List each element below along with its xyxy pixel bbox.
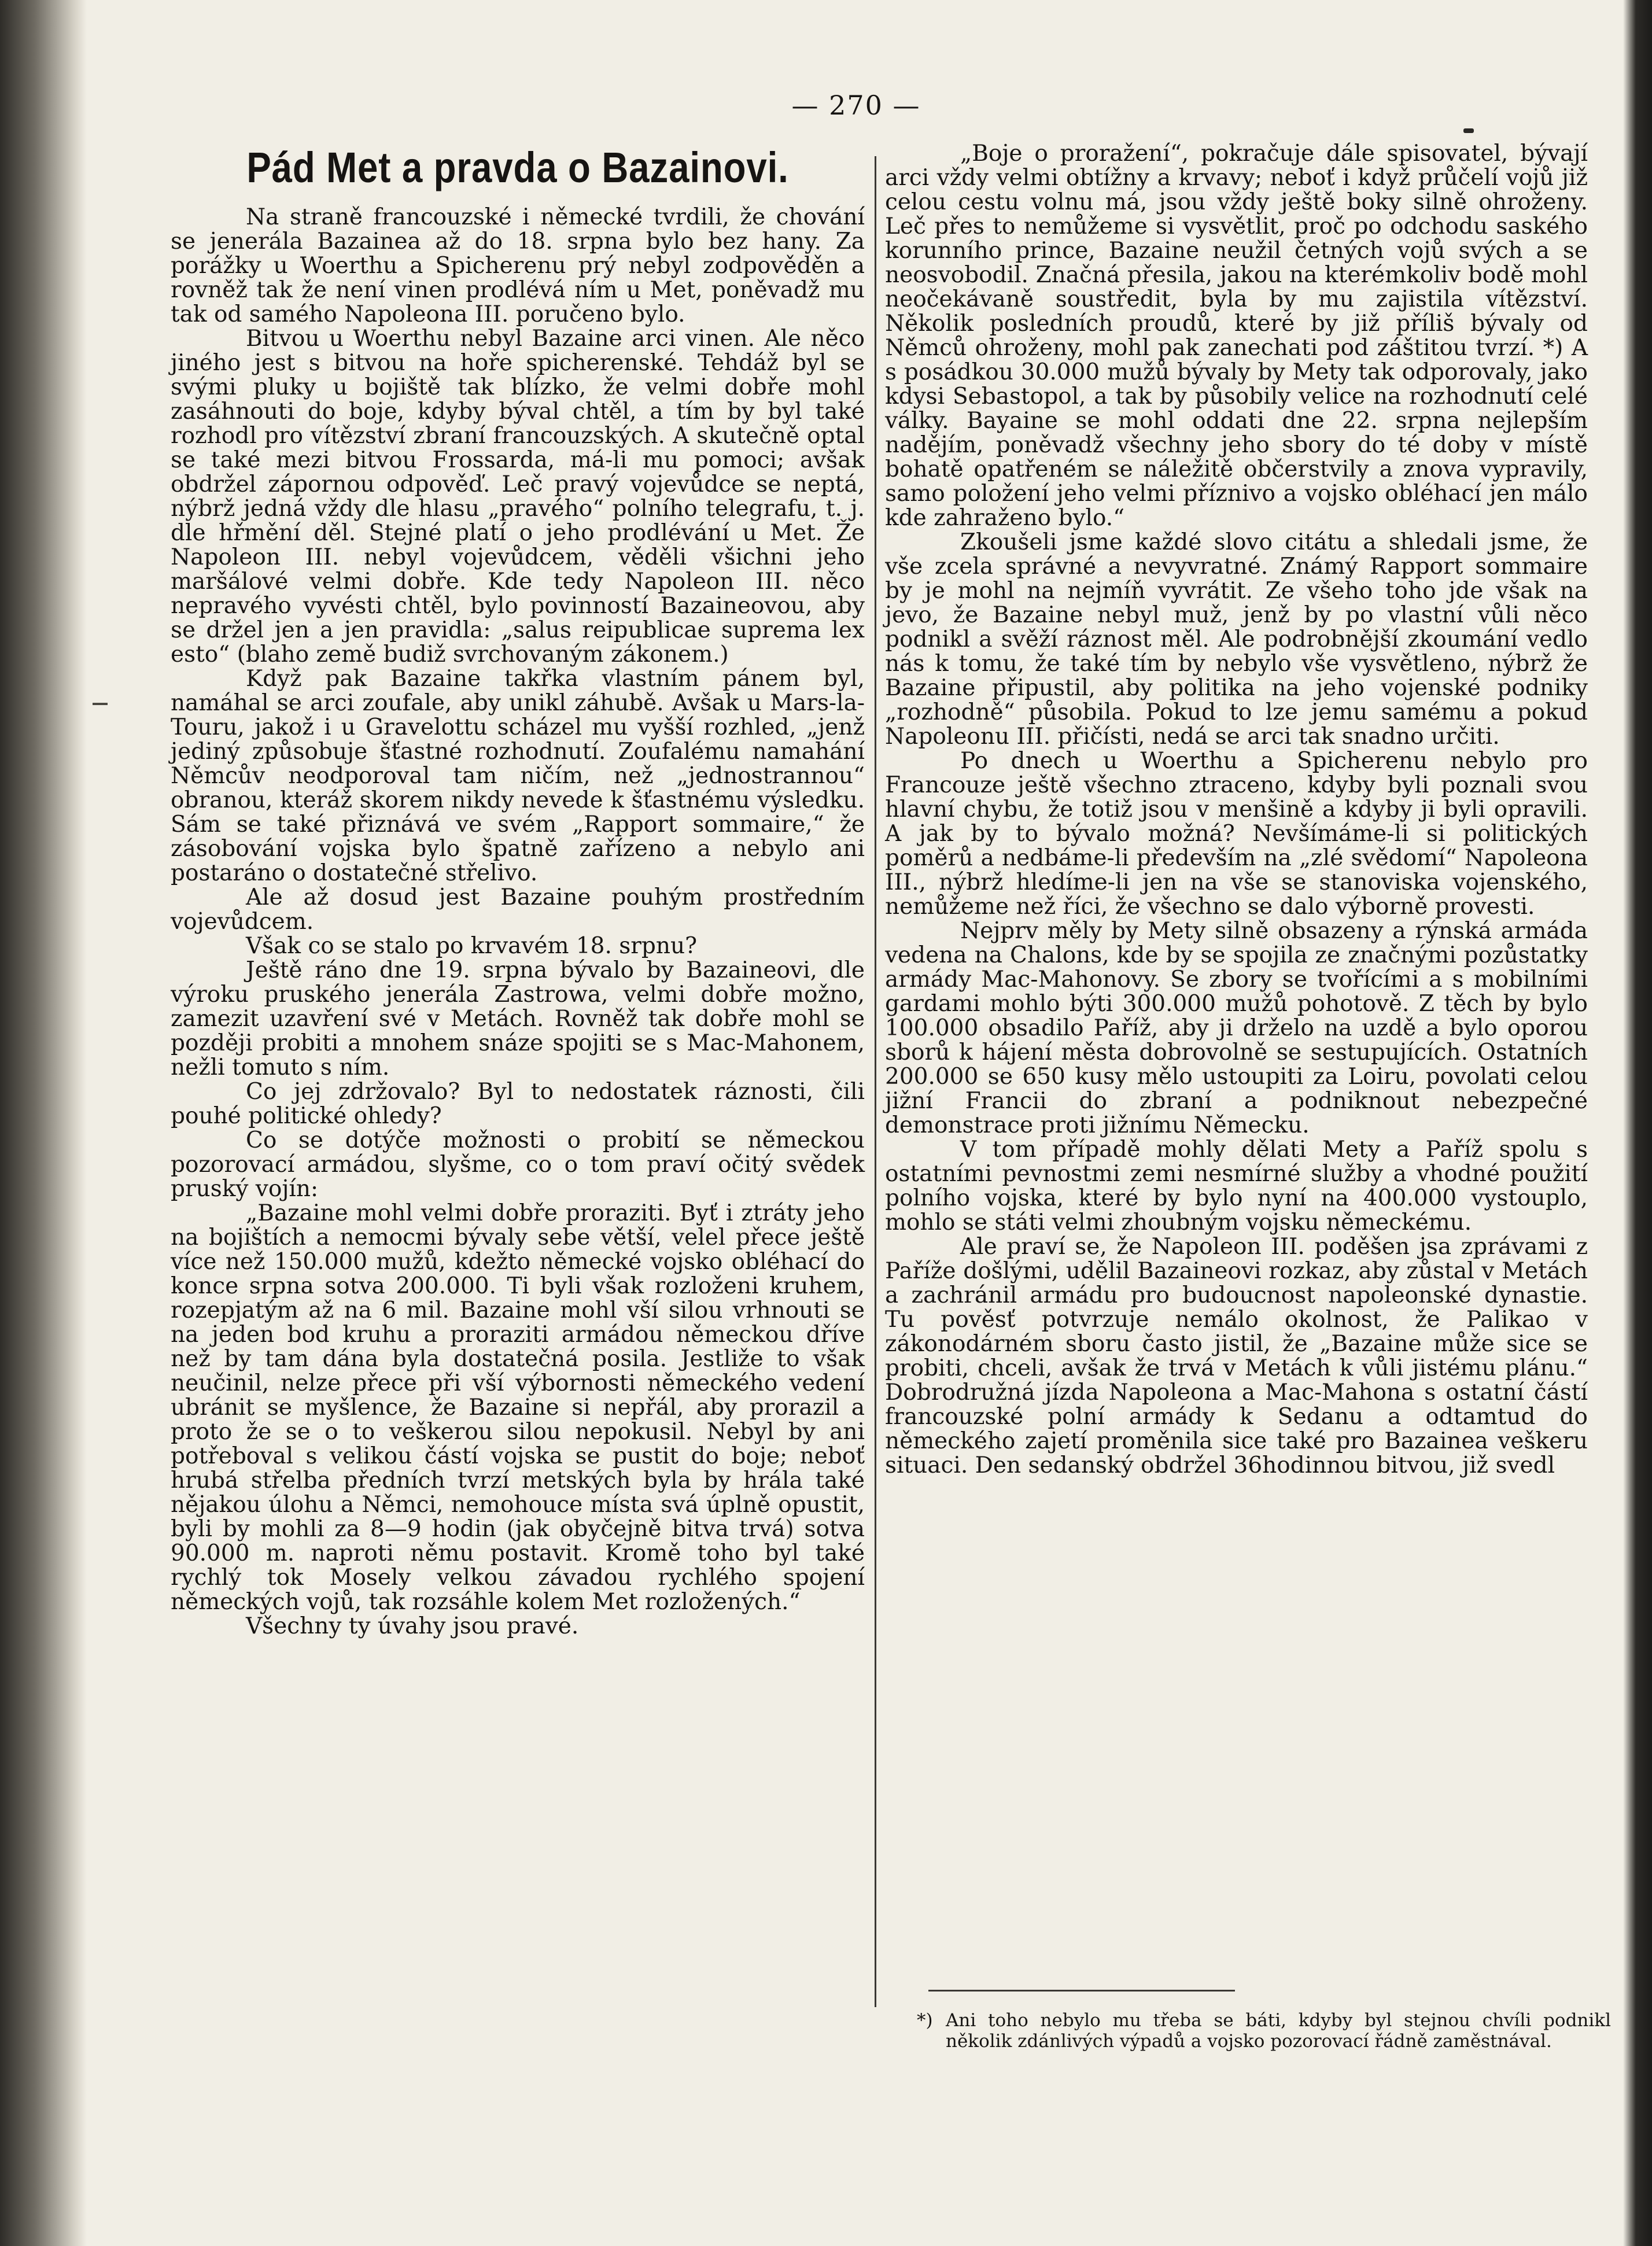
paragraph: Ale praví se, že Napoleon III. poděšen jsa zprávami z Paříže došlými, udělil Bazaineovi rozkaz, aby zůstal v Metách a zachránil armádu pro budoucnost napoleonské dynastie. Tu pověsť potvrzuje nemálo okolnost, že Palikao v zákonodárném sboru často jistil, že „Bazaine může sice se probiti, chceli, avšak že trvá v Metách k vůli jistému plánu.“ Dobrodružná jízda Napoleona a Mac-Mahona s ostatní částí francouzské polní armády k Sedanu a odtamtud do německého zajetí proměnila sice také pro Bazainea veškeru situaci. Den sedanský obdržel 36hodinnou bitvou, již svedl: [885, 1234, 1588, 1478]
right-column: [885, 142, 1588, 1478]
print-speck: [1463, 128, 1474, 133]
paragraph: Ještě ráno dne 19. srpna bývalo by Bazaineovi, dle výroku pruského jenerála Zastrowa, velmi dobře možno, zamezit uzavření své v Metách. Rovněž tak dobře mohl se později probiti a mnohem snáze spojiti se s Mac-Mahonem, nežli tomuto s ním.: [171, 957, 865, 1080]
footnote-rule: [928, 1990, 1235, 1991]
footnote-mark: *): [917, 2010, 933, 2031]
paragraph: Ale až dosud jest Bazaine pouhým prostředním vojevůdcem.: [171, 884, 865, 935]
paragraph: Když pak Bazaine takřka vlastním pánem byl, namáhal se arci zoufale, aby unikl záhubě. Avšak u Mars-la-Touru, jakož i u Gravelottu scházel mu vyšší rozhled, „jenž jediný způsobuje šťastné rozhodnutí. Zoufalému namahání Němcův neodporoval tam ničím, než „jednostrannou“ obranou, kteráž skorem nikdy nevede k šťastnému výsledku. Sám se také přiznává ve svém „Rapport sommaire,“ že zásobování vojska bylo špatně zařízeno a nebylo ani postaráno o dostatečné střelivo.: [171, 666, 865, 886]
quotation-paragraph: „Bazaine mohl velmi dobře proraziti. Byť i ztráty jeho na bojištích a nemocmi bývaly sebe větší, velel přece ještě více než 150.000 mužů, kdežto německé vojsko obléhací do konce srpna sotva 200.000. Ti byli však rozloženi kruhem, rozepjatým až na 6 mil. Bazaine mohl vší silou vrhnouti se na jeden bod kruhu a proraziti armádou německou dříve než by tam dána byla dostatečná posila. Jestliže to však neučinil, nelze přece při vší výbornosti německého vedení ubránit se myšlence, že Bazaine si nepřál, aby prorazil a proto že se o to veškerou silou nepokusil. Nebyl by ani potřeboval s velikou částí vojska se pustit do boje; neboť hrubá střelba předních tvrzí metských byla by hrála také nějakou úlohu a Němci, nemohouce místa svá úplně opustit, byli by mohli za 8—9 hodin (jak obyčejně bitva trvá) sotva 90.000 m. naproti němu postavit. Kromě toho byl také rychlý tok Mosely velkou závadou rychlého spojení německých vojů, tak rozsáhle kolem Met rozložených.“: [171, 1200, 865, 1615]
scan-edge-shadow: [1623, 0, 1652, 2246]
paragraph: Po dnech u Woerthu a Spicherenu nebylo pro Francouze ještě všechno ztraceno, kdyby byli poznali svou hlavní chybu, že totiž jsou v menšině a kdyby ji byli opravili. A jak by to bývalo možná? Nevšímáme-li si politických poměrů a nedbáme-li především na „zlé svědomí“ Napoleona III., nýbrž hledíme-li jen na vše se stanoviska vojenského, nemůžeme než říci, že všechno se dalo výborně provesti.: [885, 748, 1588, 920]
scan-binding-shadow: [0, 0, 87, 2246]
column-divider: [875, 156, 876, 2007]
paragraph: Však co se stalo po krvavém 18. srpnu?: [246, 933, 698, 959]
article-title: Pád Met a pravda o Bazainovi.: [246, 143, 789, 191]
left-column: [171, 142, 865, 1639]
footnote-text: Ani toho nebylo mu třeba se báti, kdyby byl stejnou chvíli podnikl několik zdánlivých výpadů a vojsko pozorovací řádně zaměstnával.: [946, 2010, 1611, 2052]
paragraph: Zkoušeli jsme každé slovo citátu a shledali jsme, že vše zcela správné a nevyvratné. Známý Rapport sommaire by je mohl na nejmíň vyvrátit. Ze všeho toho jde však na jevo, že Bazaine nebyl muž, jenž by po vlastní vůli něco podnikl a svěží ráznost měl. Ale podrobnější zkoumání vedlo nás k tomu, že také tím by nebylo vše vysvětleno, nýbrž že Bazaine připustil, aby politika na jeho vojenské podniky „rozhodně“ působila. Pokud to lze jemu samému a pokud Napoleonu III. přičísti, nedá se arci tak snadno určiti.: [885, 529, 1588, 750]
page-number: — 270 —: [791, 90, 921, 121]
paragraph: Bitvou u Woerthu nebyl Bazaine arci vinen. Ale něco jiného jest s bitvou na hoře spicherenské. Tehdáž byl se svými pluky u bojiště tak blízko, že velmi dobře mohl zasáhnouti do boje, kdyby býval chtěl, a tím by byl také rozhodl pro vítězství zbraní francouzských. A skutečně optal se také mezi bitvou Frossarda, má-li mu pomoci; avšak obdržel zápornou odpověď. Leč pravý vojevůdce se neptá, nýbrž jedná vždy dle hlasu „pravého“ polního telegrafu, t. j. dle hřmění děl. Stejné platí o jeho prodlévání u Met. Že Napoleon III. nebyl vojevůdcem, věděli všichni jeho maršálové velmi dobře. Kde tedy Napoleon III. něco nepravého vyvésti chtěl, bylo povinností Bazaineovou, aby se držel jen a jen pravidla: „salus reipublicae suprema lex esto“ (blaho země budiž svrchovaným zákonem.): [171, 326, 865, 667]
print-speck: [93, 703, 108, 705]
quotation-paragraph: „Boje o proražení“, pokračuje dále spisovatel, bývají arci vždy velmi obtížny a krvavy; neboť i když průčelí vojů již celou cestu volnu má, jsou vždy ještě boky silně ohroženy. Leč přes to nemůžeme si vysvětlit, proč po odchodu saského korunního prince, Bazaine neužil četných vojů svých a se neosvobodil. Značná přesila, jakou na kterémkoliv bodě mohl neočekávaně soustředit, byla by mu zajistila vítězství. Několik posledních proudů, které by již příliš bývaly od Němců ohroženy, mohl pak zanechati pod záštitou tvrzí. *) A s posádkou 30.000 mužů bývaly by Mety tak odporovaly, jako kdysi Sebastopol, a tak by působily velice na rozhodnutí celé války. Bayaine se mohl oddati dne 22. srpna nejlepším nadějím, poněvadž všechny jeho sbory do té doby v místě bohatě opatřeném se náležitě občerstvily a znova vypravily, samo položení jeho velmi příznivo a vojsko obléhací jen málo kde zahraženo bylo.“: [885, 141, 1588, 531]
paragraph: Všechny ty úvahy jsou pravé.: [246, 1613, 579, 1639]
footnote: [917, 2010, 1611, 2052]
paragraph: Co se dotýče možnosti o probití se německou pozorovací armádou, slyšme, co o tom praví očitý svědek pruský vojín:: [171, 1127, 865, 1202]
paragraph: Co jej zdržovalo? Byl to nedostatek ráznosti, čili pouhé politické ohledy?: [171, 1079, 865, 1129]
paragraph: Na straně francouzské i německé tvrdili, že chování se jenerála Bazainea až do 18. srpna bylo bez hany. Za porážky u Woerthu a Spicherenu prý nebyl zodpověděn a rovněž tak že není vinen prodlévá ním u Met, poněvadž mu tak od samého Napoleona III. poručeno bylo.: [171, 204, 865, 327]
paragraph: V tom případě mohly dělati Mety a Paříž spolu s ostatními pevnostmi zemi nesmírné služby a vhodné použití polního vojska, které by bylo nyní na 400.000 vystouplo, mohlo se státi velmi zhoubným vojsku německému.: [885, 1137, 1588, 1236]
paragraph: Nejprv měly by Mety silně obsazeny a rýnská armáda vedena na Chalons, kde by se spojila ze značnými pozůstatky armády Mac-Mahonovy. Se zbory se tvořícími a s mobilními gardami mohlo býti 300.000 mužů pohotově. Z těch by bylo 100.000 obsadilo Paříž, aby ji drželo na uzdě a bylo oporou sborů k hájení města dobrovolně se sestupujících. Ostatních 200.000 se 650 kusy mělo ustoupiti za Loiru, povolati celou jižní Francii do zbraní a podniknout nebezpečné demonstrace proti jižnímu Německu.: [885, 918, 1588, 1138]
